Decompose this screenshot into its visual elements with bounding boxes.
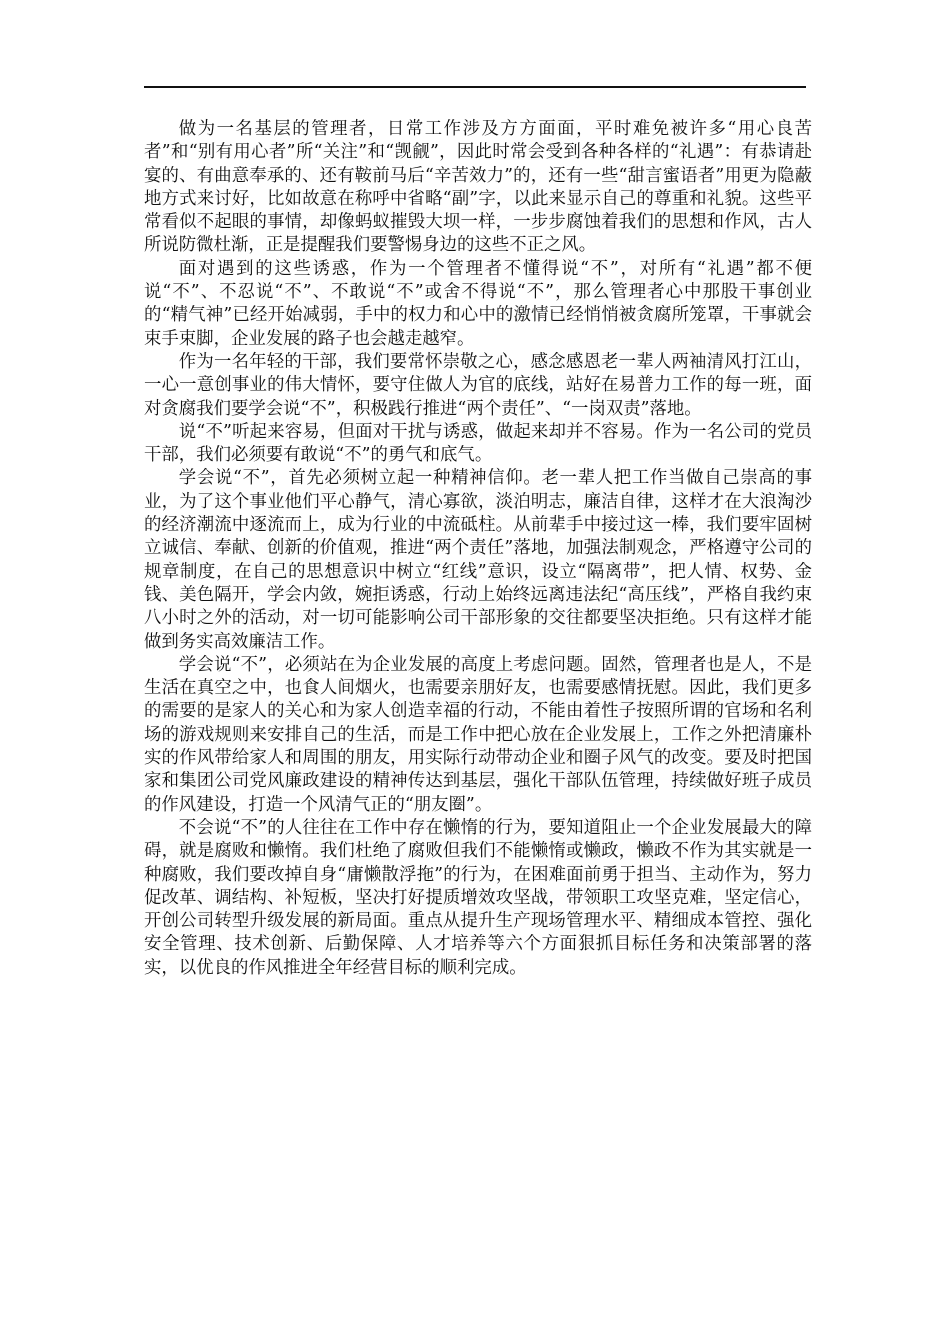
paragraph: 面对遇到的这些诱惑，作为一个管理者不懂得说“不”，对所有“礼遇”都不便说“不”、不忍说“不”、不敢说“不”或舍不得说“不”，那么管理者心中那股干事创业的“精气神”已经开始减弱，手中的权力和心中的激情已经悄悄被贪腐所笼罩，干事就会束手束脚，企业发展的路子也会越走越窄。 xyxy=(144,258,812,349)
paragraph: 不会说“不”的人往往在工作中存在懒惰的行为，要知道阻止一个企业发展最大的障碍，就是腐败和懒惰。我们杜绝了腐败但我们不能懒惰或懒政，懒政不作为其实就是一种腐败，我们要改掉自身“庸懒散浮拖”的行为，在困难面前勇于担当、主动作为，努力促改革、调结构、补短板，坚决打好提质增效攻坚战，带领职工攻坚克难，坚定信心，开创公司转型升级发展的新局面。重点从提升生产现场管理水平、精细成本管控、强化安全管理、技术创新、后勤保障、人才培养等六个方面狠抓目标任务和决策部署的落实，以优良的作风推进全年经营目标的顺利完成。 xyxy=(144,817,812,978)
paragraph: 说“不”听起来容易，但面对干扰与诱惑，做起来却并不容易。作为一名公司的党员干部，我们必须要有敢说“不”的勇气和底气。 xyxy=(144,421,812,466)
paragraph: 学会说“不”，首先必须树立起一种精神信仰。老一辈人把工作当做自己崇高的事业，为了这个事业他们平心静气，清心寡欲，淡泊明志，廉洁自律，这样才在大浪淘沙的经济潮流中逐流而上，成为行业的中流砥柱。从前辈手中接过这一棒，我们要牢固树立诚信、奉献、创新的价值观，推进“两个责任”落地，加强法制观念，严格遵守公司的规章制度，在自己的思想意识中树立“红线”意识，设立“隔离带”，把人情、权势、金钱、美色隔开，学会内敛，婉拒诱惑，行动上始终远离违法纪“高压线”，严格自我约束八小时之外的活动，对一切可能影响公司干部形象的交往都要坚决拒绝。只有这样才能做到务实高效廉洁工作。 xyxy=(144,468,812,652)
paragraph: 作为一名年轻的干部，我们要常怀崇敬之心，感念感恩老一辈人两袖清风打江山，一心一意创事业的伟大情怀，要守住做人为官的底线，站好在易普力工作的每一班，面对贪腐我们要学会说“不”，积极践行推进“两个责任”、“一岗双责”落地。 xyxy=(144,351,812,419)
paragraph: 做为一名基层的管理者，日常工作涉及方方面面，平时难免被许多“用心良苦者”和“别有用心者”所“关注”和“觊觎”，因此时常会受到各种各样的“礼遇”：有恭请赴宴的、有曲意奉承的、还有鞍前马后“辛苦效力”的，还有一些“甜言蜜语者”用更为隐蔽地方式来讨好，比如故意在称呼中省略“副”字，以此来显示自己的尊重和礼貌。这些平常看似不起眼的事情，却像蚂蚁摧毁大坝一样，一步步腐蚀着我们的思想和作风，古人所说防微杜渐，正是提醒我们要警惕身边的这些不正之风。 xyxy=(144,119,812,256)
header-rule xyxy=(144,86,806,88)
document-body xyxy=(144,118,812,980)
paragraph: 学会说“不”，必须站在为企业发展的高度上考虑问题。固然，管理者也是人，不是生活在真空之中，也食人间烟火，也需要亲朋好友，也需要感情抚慰。因此，我们更多的需要的是家人的关心和为家人创造幸福的行动，不能由着性子按照所谓的官场和名利场的游戏规则来安排自己的生活，而是工作中把心放在企业发展上，工作之外把清廉朴实的作风带给家人和周围的朋友，用实际行动带动企业和圈子风气的改变。要及时把国家和集团公司党风廉政建设的精神传达到基层，强化干部队伍管理，持续做好班子成员的作风建设，打造一个风清气正的“朋友圈”。 xyxy=(144,654,812,815)
